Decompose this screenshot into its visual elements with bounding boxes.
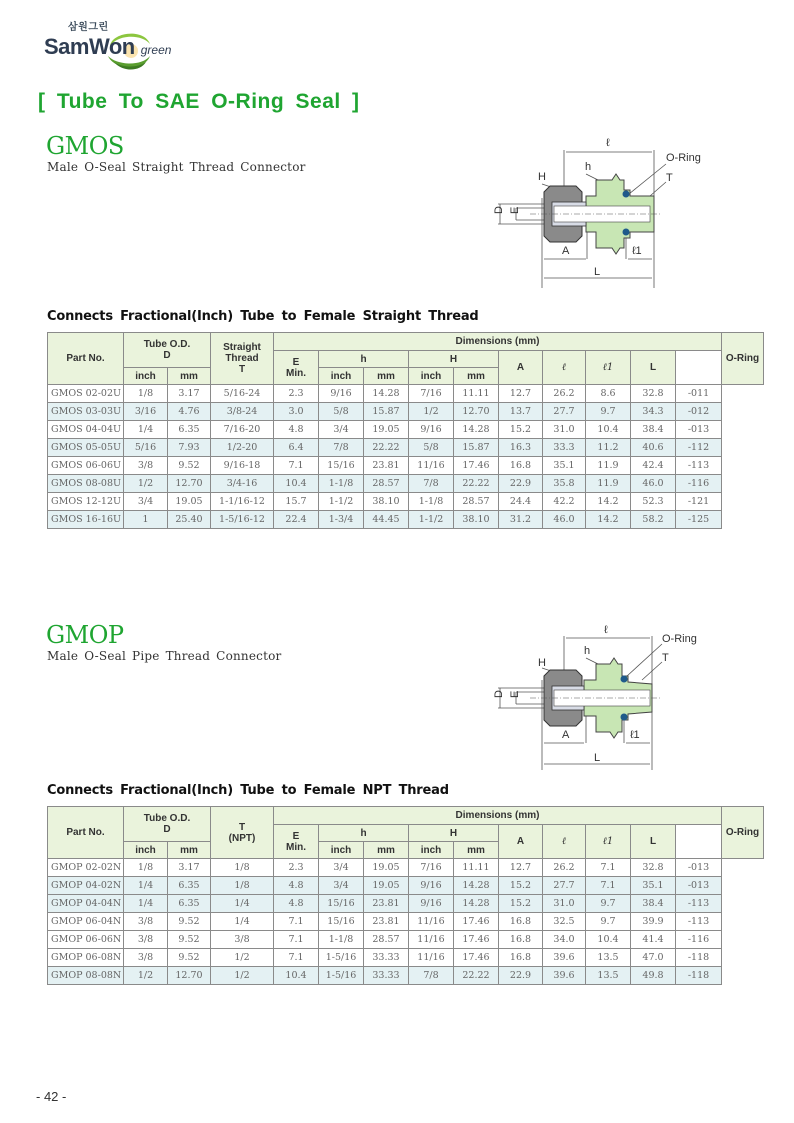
cell-l: 39.6: [543, 967, 586, 985]
cell-l1: 10.4: [586, 931, 631, 949]
cell-d-in: 3/8: [124, 913, 168, 931]
cell-d-mm: 6.35: [168, 421, 211, 439]
cell-l1: 9.7: [586, 913, 631, 931]
table-row: [48, 457, 764, 475]
cell-l: 35.1: [543, 457, 586, 475]
cell-t: 9/16-18: [211, 457, 274, 475]
cell-H-in: 1/2: [409, 403, 454, 421]
cell-H-mm: 11.11: [454, 859, 499, 877]
cell-t: 1/4: [211, 895, 274, 913]
cell-part: GMOS 12-12U: [48, 493, 124, 511]
cell-l: 26.2: [543, 859, 586, 877]
cell-l: 31.0: [543, 421, 586, 439]
header-e-min: E Min.: [274, 825, 319, 859]
cell-l: 27.7: [543, 877, 586, 895]
product-description-gmop: Male O-Seal Pipe Thread Connector: [47, 649, 282, 663]
header-oring: O-Ring: [722, 807, 764, 859]
cell-part: GMOS 08-08U: [48, 475, 124, 493]
cell-part: GMOP 04-04N: [48, 895, 124, 913]
cell-part: GMOS 03-03U: [48, 403, 124, 421]
spec-table-gmop: [47, 806, 764, 985]
cell-H-in: 11/16: [409, 949, 454, 967]
label-oring: O-Ring: [662, 633, 697, 645]
cell-l: 27.7: [543, 403, 586, 421]
cell-L: 46.0: [631, 475, 676, 493]
cell-h-mm: 23.81: [364, 895, 409, 913]
table-row: [48, 949, 764, 967]
cell-part: GMOS 05-05U: [48, 439, 124, 457]
cell-h-mm: 23.81: [364, 913, 409, 931]
table-caption-gmos: Connects Fractional(Inch) Tube to Female Straight Thread: [47, 309, 479, 324]
cell-a: 22.9: [499, 967, 543, 985]
cell-h-in: 9/16: [319, 385, 364, 403]
cell-h-in: 1-5/16: [319, 949, 364, 967]
cell-part: GMOP 06-08N: [48, 949, 124, 967]
cell-L: 35.1: [631, 877, 676, 895]
header-d-inch: inch: [124, 368, 168, 385]
cell-part: GMOS 02-02U: [48, 385, 124, 403]
table-row: [48, 511, 764, 529]
header-a: A: [499, 351, 543, 385]
cell-H-in: 5/8: [409, 439, 454, 457]
cell-l1: 14.2: [586, 493, 631, 511]
cell-oring: -116: [676, 931, 722, 949]
header-d-inch: inch: [124, 842, 168, 859]
cell-h-mm: 15.87: [364, 403, 409, 421]
cell-H-mm: 14.28: [454, 877, 499, 895]
cell-H-mm: 15.87: [454, 439, 499, 457]
table-row: [48, 421, 764, 439]
cell-oring: -112: [676, 439, 722, 457]
cell-d-in: 1/4: [124, 877, 168, 895]
header-e-min: E Min.: [274, 351, 319, 385]
cell-e: 7.1: [274, 913, 319, 931]
table-row: [48, 967, 764, 985]
cell-d-in: 3/16: [124, 403, 168, 421]
cell-L: 38.4: [631, 421, 676, 439]
logo-korean-text: 삼원그린: [68, 22, 109, 33]
cell-h-mm: 44.45: [364, 511, 409, 529]
header-H-mm: mm: [454, 842, 499, 859]
label-h: h: [585, 161, 592, 173]
cell-H-in: 11/16: [409, 913, 454, 931]
cell-a: 13.7: [499, 403, 543, 421]
cell-e: 10.4: [274, 967, 319, 985]
cell-l1: 11.2: [586, 439, 631, 457]
cell-e: 3.0: [274, 403, 319, 421]
header-l1: ℓ1: [586, 351, 631, 385]
cell-a: 15.2: [499, 421, 543, 439]
cell-part: GMOS 04-04U: [48, 421, 124, 439]
product-code-gmop: GMOP: [46, 621, 124, 649]
cell-h-in: 7/8: [319, 439, 364, 457]
cell-d-mm: 25.40: [168, 511, 211, 529]
cell-e: 15.7: [274, 493, 319, 511]
cell-d-mm: 19.05: [168, 493, 211, 511]
cell-t: 3/8-24: [211, 403, 274, 421]
cell-H-in: 11/16: [409, 931, 454, 949]
cell-h-mm: 38.10: [364, 493, 409, 511]
cell-l1: 9.7: [586, 403, 631, 421]
cell-h-mm: 19.05: [364, 421, 409, 439]
cell-t: 1/4: [211, 913, 274, 931]
label-l: ℓ: [604, 624, 608, 636]
cell-oring: -013: [676, 877, 722, 895]
label-D: D: [493, 690, 505, 698]
cell-d-mm: 9.52: [168, 931, 211, 949]
cell-h-in: 1-1/8: [319, 931, 364, 949]
cell-L: 39.9: [631, 913, 676, 931]
header-tube-od: Tube O.D. D: [124, 333, 211, 368]
cell-l1: 10.4: [586, 421, 631, 439]
cell-d-mm: 3.17: [168, 385, 211, 403]
cell-H-mm: 17.46: [454, 931, 499, 949]
label-D: D: [493, 206, 505, 214]
cell-d-mm: 12.70: [168, 475, 211, 493]
table-row: [48, 475, 764, 493]
cell-l1: 13.5: [586, 949, 631, 967]
logo-wordmark: [44, 34, 171, 60]
cell-oring: -125: [676, 511, 722, 529]
cell-oring: -113: [676, 457, 722, 475]
header-l: ℓ: [543, 351, 586, 385]
label-l: ℓ: [606, 137, 610, 149]
header-part-no: Part No.: [48, 807, 124, 859]
product-description-gmos: Male O-Seal Straight Thread Connector: [47, 160, 306, 174]
cell-L: 41.4: [631, 931, 676, 949]
table-row: [48, 895, 764, 913]
section-title: [ Tube To SAE O-Ring Seal ]: [38, 90, 360, 113]
cell-a: 16.8: [499, 457, 543, 475]
cell-l: 46.0: [543, 511, 586, 529]
cell-d-in: 1/2: [124, 967, 168, 985]
cell-l1: 7.1: [586, 859, 631, 877]
header-H-mm: mm: [454, 368, 499, 385]
cell-l: 35.8: [543, 475, 586, 493]
cell-h-in: 3/4: [319, 421, 364, 439]
header-L: L: [631, 351, 676, 385]
cell-h-in: 15/16: [319, 913, 364, 931]
gmop-connector-diagram: [490, 618, 720, 778]
cell-oring: -118: [676, 949, 722, 967]
cell-e: 4.8: [274, 421, 319, 439]
cell-l1: 9.7: [586, 895, 631, 913]
header-thread: T (NPT): [211, 807, 274, 859]
header-a: A: [499, 825, 543, 859]
cell-a: 16.8: [499, 913, 543, 931]
cell-h-in: 1-3/4: [319, 511, 364, 529]
cell-a: 31.2: [499, 511, 543, 529]
table-row: [48, 931, 764, 949]
cell-h-in: 3/4: [319, 859, 364, 877]
cell-H-in: 1-1/8: [409, 493, 454, 511]
cell-e: 7.1: [274, 931, 319, 949]
cell-d-mm: 12.70: [168, 967, 211, 985]
cell-L: 38.4: [631, 895, 676, 913]
cell-part: GMOS 06-06U: [48, 457, 124, 475]
cell-d-mm: 4.76: [168, 403, 211, 421]
cell-l: 31.0: [543, 895, 586, 913]
header-l1: ℓ1: [586, 825, 631, 859]
cell-d-in: 5/16: [124, 439, 168, 457]
header-h-big: H: [409, 825, 499, 842]
cell-l1: 14.2: [586, 511, 631, 529]
header-dimensions: Dimensions (mm): [274, 333, 722, 351]
cell-a: 22.9: [499, 475, 543, 493]
cell-l1: 13.5: [586, 967, 631, 985]
samwon-green-logo: [44, 22, 204, 74]
cell-part: GMOP 06-04N: [48, 913, 124, 931]
label-t: T: [662, 652, 669, 664]
cell-H-in: 9/16: [409, 877, 454, 895]
label-H: H: [538, 657, 546, 669]
cell-H-in: 7/8: [409, 475, 454, 493]
header-oring: O-Ring: [722, 333, 764, 385]
cell-part: GMOP 02-02N: [48, 859, 124, 877]
cell-l: 42.2: [543, 493, 586, 511]
cell-e: 6.4: [274, 439, 319, 457]
label-l1: ℓ1: [630, 729, 640, 741]
cell-e: 22.4: [274, 511, 319, 529]
cell-oring: -113: [676, 895, 722, 913]
label-L: L: [594, 752, 601, 764]
cell-L: 32.8: [631, 385, 676, 403]
cell-d-in: 1: [124, 511, 168, 529]
cell-H-in: 1-1/2: [409, 511, 454, 529]
cell-h-mm: 19.05: [364, 859, 409, 877]
header-part-no: Part No.: [48, 333, 124, 385]
cell-l1: 11.9: [586, 457, 631, 475]
label-L: L: [594, 266, 601, 278]
cell-a: 24.4: [499, 493, 543, 511]
cell-l: 32.5: [543, 913, 586, 931]
cell-d-in: 3/8: [124, 949, 168, 967]
cell-e: 7.1: [274, 949, 319, 967]
cell-d-in: 3/8: [124, 931, 168, 949]
header-h-mm: mm: [364, 368, 409, 385]
cell-oring: -116: [676, 475, 722, 493]
cell-h-in: 1-1/8: [319, 475, 364, 493]
header-h-small: h: [319, 825, 409, 842]
label-A: A: [562, 729, 570, 741]
table-row: [48, 403, 764, 421]
cell-H-in: 9/16: [409, 421, 454, 439]
label-E: E: [509, 206, 521, 214]
cell-h-mm: 33.33: [364, 949, 409, 967]
table-row: [48, 439, 764, 457]
table-row: [48, 493, 764, 511]
cell-oring: -013: [676, 421, 722, 439]
cell-oring: -012: [676, 403, 722, 421]
cell-t: 1/2-20: [211, 439, 274, 457]
cell-d-mm: 9.52: [168, 949, 211, 967]
cell-part: GMOP 08-08N: [48, 967, 124, 985]
cell-part: GMOS 16-16U: [48, 511, 124, 529]
spec-table-gmos: [47, 332, 764, 529]
table-row: [48, 859, 764, 877]
cell-L: 32.8: [631, 859, 676, 877]
cell-t: 1/2: [211, 949, 274, 967]
header-dimensions: Dimensions (mm): [274, 807, 722, 825]
table-caption-gmop: Connects Fractional(Inch) Tube to Female NPT Thread: [47, 783, 449, 798]
cell-H-mm: 14.28: [454, 421, 499, 439]
cell-t: 1/8: [211, 877, 274, 895]
cell-H-mm: 22.22: [454, 967, 499, 985]
cell-H-mm: 17.46: [454, 457, 499, 475]
cell-oring: -121: [676, 493, 722, 511]
cell-h-mm: 23.81: [364, 457, 409, 475]
cell-L: 42.4: [631, 457, 676, 475]
header-h-inch: inch: [319, 842, 364, 859]
cell-H-in: 7/8: [409, 967, 454, 985]
cell-d-mm: 9.52: [168, 457, 211, 475]
cell-e: 4.8: [274, 895, 319, 913]
cell-t: 7/16-20: [211, 421, 274, 439]
cell-L: 52.3: [631, 493, 676, 511]
cell-a: 15.2: [499, 895, 543, 913]
cell-e: 7.1: [274, 457, 319, 475]
cell-oring: -013: [676, 859, 722, 877]
header-d-mm: mm: [168, 842, 211, 859]
cell-H-mm: 22.22: [454, 475, 499, 493]
cell-h-mm: 33.33: [364, 967, 409, 985]
cell-a: 12.7: [499, 859, 543, 877]
logo-brand-name: SamWon: [44, 34, 135, 59]
header-tube-od: Tube O.D. D: [124, 807, 211, 842]
cell-H-mm: 11.11: [454, 385, 499, 403]
cell-H-mm: 38.10: [454, 511, 499, 529]
table-row: [48, 913, 764, 931]
cell-h-in: 3/4: [319, 877, 364, 895]
cell-a: 16.8: [499, 931, 543, 949]
header-H-inch: inch: [409, 842, 454, 859]
header-thread: Straight Thread T: [211, 333, 274, 385]
cell-H-in: 7/16: [409, 385, 454, 403]
header-h-mm: mm: [364, 842, 409, 859]
cell-oring: -118: [676, 967, 722, 985]
cell-l1: 11.9: [586, 475, 631, 493]
cell-L: 34.3: [631, 403, 676, 421]
cell-L: 58.2: [631, 511, 676, 529]
cell-d-mm: 6.35: [168, 895, 211, 913]
cell-h-in: 1-5/16: [319, 967, 364, 985]
product-code-gmos: GMOS: [46, 132, 124, 160]
page-number: - 42 -: [36, 1089, 67, 1104]
cell-h-mm: 14.28: [364, 385, 409, 403]
label-h: h: [584, 645, 591, 657]
cell-H-in: 7/16: [409, 859, 454, 877]
cell-l1: 8.6: [586, 385, 631, 403]
header-L: L: [631, 825, 676, 859]
cell-d-in: 1/2: [124, 475, 168, 493]
label-H: H: [538, 171, 546, 183]
cell-h-in: 15/16: [319, 895, 364, 913]
cell-d-in: 1/4: [124, 895, 168, 913]
cell-h-in: 5/8: [319, 403, 364, 421]
table-row: [48, 385, 764, 403]
cell-d-in: 1/8: [124, 859, 168, 877]
cell-a: 12.7: [499, 385, 543, 403]
logo-suffix: green: [140, 43, 172, 57]
cell-h-mm: 28.57: [364, 931, 409, 949]
cell-h-mm: 19.05: [364, 877, 409, 895]
cell-H-in: 11/16: [409, 457, 454, 475]
cell-t: 3/4-16: [211, 475, 274, 493]
cell-H-mm: 12.70: [454, 403, 499, 421]
cell-h-in: 15/16: [319, 457, 364, 475]
cell-H-mm: 14.28: [454, 895, 499, 913]
cell-t: 1/8: [211, 859, 274, 877]
header-h-inch: inch: [319, 368, 364, 385]
cell-l: 39.6: [543, 949, 586, 967]
cell-l: 26.2: [543, 385, 586, 403]
cell-h-mm: 22.22: [364, 439, 409, 457]
cell-H-mm: 17.46: [454, 949, 499, 967]
cell-L: 47.0: [631, 949, 676, 967]
cell-t: 1-5/16-12: [211, 511, 274, 529]
cell-H-in: 9/16: [409, 895, 454, 913]
cell-L: 40.6: [631, 439, 676, 457]
label-E: E: [509, 690, 521, 698]
label-l1: ℓ1: [632, 245, 642, 257]
header-d-mm: mm: [168, 368, 211, 385]
cell-e: 2.3: [274, 859, 319, 877]
cell-t: 1-1/16-12: [211, 493, 274, 511]
cell-a: 16.3: [499, 439, 543, 457]
cell-l1: 7.1: [586, 877, 631, 895]
header-H-inch: inch: [409, 368, 454, 385]
cell-e: 2.3: [274, 385, 319, 403]
cell-d-mm: 3.17: [168, 859, 211, 877]
cell-H-mm: 17.46: [454, 913, 499, 931]
cell-oring: -113: [676, 913, 722, 931]
cell-a: 16.8: [499, 949, 543, 967]
cell-d-in: 1/4: [124, 421, 168, 439]
table-row: [48, 877, 764, 895]
cell-d-mm: 9.52: [168, 913, 211, 931]
cell-d-in: 3/8: [124, 457, 168, 475]
header-h-big: H: [409, 351, 499, 368]
cell-h-mm: 28.57: [364, 475, 409, 493]
label-A: A: [562, 245, 570, 257]
cell-e: 10.4: [274, 475, 319, 493]
cell-e: 4.8: [274, 877, 319, 895]
cell-h-in: 1-1/2: [319, 493, 364, 511]
cell-t: 3/8: [211, 931, 274, 949]
cell-oring: -011: [676, 385, 722, 403]
header-h-small: h: [319, 351, 409, 368]
cell-L: 49.8: [631, 967, 676, 985]
cell-l: 34.0: [543, 931, 586, 949]
cell-d-in: 1/8: [124, 385, 168, 403]
cell-d-mm: 7.93: [168, 439, 211, 457]
gmos-connector-diagram: [490, 128, 720, 288]
cell-t: 5/16-24: [211, 385, 274, 403]
cell-part: GMOP 04-02N: [48, 877, 124, 895]
label-t: T: [666, 172, 673, 184]
cell-l: 33.3: [543, 439, 586, 457]
cell-d-in: 3/4: [124, 493, 168, 511]
cell-t: 1/2: [211, 967, 274, 985]
header-l: ℓ: [543, 825, 586, 859]
cell-H-mm: 28.57: [454, 493, 499, 511]
cell-d-mm: 6.35: [168, 877, 211, 895]
label-oring: O-Ring: [666, 152, 701, 164]
cell-part: GMOP 06-06N: [48, 931, 124, 949]
cell-a: 15.2: [499, 877, 543, 895]
